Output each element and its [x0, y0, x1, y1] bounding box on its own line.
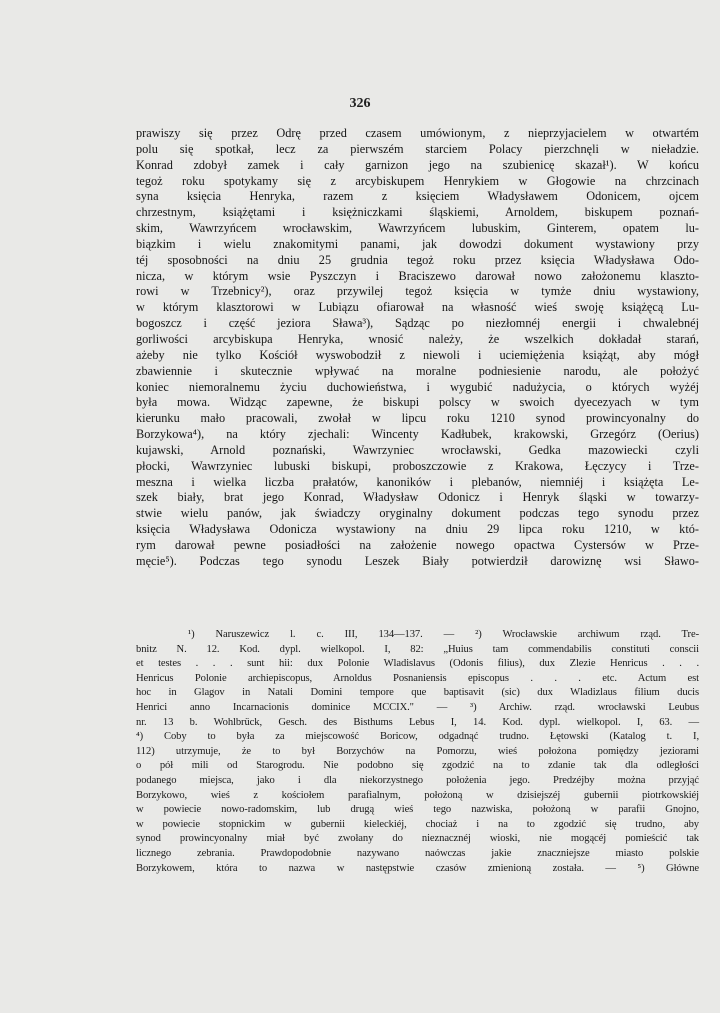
- footnote-line: Henrici anno Incarnacionis dominice MCCIX." — ³) Archiw. rząd. wrocławski Leubus: [136, 701, 699, 713]
- text-line: prawiszy się przez Odrę przed czasem umówionym, z nieprzyjacielem w otwartém: [136, 126, 699, 140]
- text-line: téj sposobności na dniu 25 grudnia tegoż roku przez księcia Władysława Odo-: [136, 252, 699, 267]
- footnote-line: 112) utrzymuje, że to był Borzychów na Pomorzu, wieś położona pomiędzy jeziorami: [136, 745, 699, 757]
- main-text: [136, 126, 699, 570]
- text-line: w którym klasztorowi w Lubiązu ofiarował na własność wieś swoję książęcą Lu-: [136, 300, 699, 315]
- text-line: meszna i wielka liczba prałatów, kanoników i plebanów, niemniéj i książęta Le-: [136, 474, 699, 489]
- text-line: polu się spotkał, lecz za pierwszém starciem Polacy pierzchnęli w nieładzie.: [136, 141, 699, 156]
- text-line: Borzykowa⁴), na który zjechali: Wincenty Kadłubek, krakowski, Grzegórz (Oerius): [136, 427, 699, 442]
- text-line: gorliwości arcybiskupa Henryka, wnosić należy, że wszelkich dokładał starań,: [136, 331, 699, 346]
- footnote-line: synod prowincyonalny miał być zwołany do nieznacznéj wioski, nie mogącéj pomieścić tak: [136, 833, 699, 845]
- text-line: rym darował pewne posiadłości na założenie nowego opactwa Cystersów w Prze-: [136, 537, 699, 552]
- footnote-line: w powiecie stopnickim w gubernii kieleckiéj, chociaż i na to zgodzić się trudno, aby: [136, 818, 699, 830]
- text-line: rowi w Trzebnicy²), oraz przywilej tegoż księcia w tymże dniu wystawiony,: [136, 284, 699, 299]
- text-line: kierunku mało pracowali, zwołał w lipcu roku 1210 synod prowincyonalny do: [136, 411, 699, 426]
- text-line: chrzestnym, książętami i księżniczkami śląskiemi, Arnoldem, biskupem poznań-: [136, 205, 699, 220]
- footnote-line: podanego miejsca, jako i dla niekorzystnego położenia jego. Predzéjby można przyjąć: [136, 774, 699, 786]
- text-line: biązkim i wielu znakomitymi panami, jak dowodzi dokument wystawiony przy: [136, 236, 699, 251]
- text-line: była mowa. Widząc zapewne, że biskupi polscy w swoich dyecezyach w tym: [136, 395, 699, 410]
- text-line: stwie wielu panów, jak świadczy oryginalny dokument podczas tego synodu przez: [136, 506, 699, 521]
- text-line: Konrad zdobył zamek i cały garnizon jego na szubienicę skazał¹). W końcu: [136, 157, 699, 172]
- footnote-line: hoc in Glagov in Natali Domini tempore que baptisavit (sic) dux Wladizlaus filium ducis: [136, 687, 699, 699]
- footnote-line: Borzykowo, wieś z kościołem parafialnym, położoną w dzisiejszéj gubernii piotrkowskiéj: [136, 789, 699, 801]
- footnote-line: et testes . . . sunt hii: dux Polonie Wladislavus (Odonis filius), dux Zlezie Henricus . . .: [136, 658, 699, 670]
- page-number: 326: [349, 96, 371, 111]
- text-line: szek biały, brat jego Konrad, Władysław Odonicz i Henryk śląski w towarzy-: [136, 490, 699, 505]
- footnote-line: o pół mili od Starogrodu. Nie podobno się zgodzić na to zdanie tak dla odległości: [136, 760, 699, 772]
- footnote-line: nr. 13 b. Wohlbrück, Gesch. des Bisthums Lebus I, 14. Kod. dypl. wielkopol. I, 63. —: [136, 716, 699, 728]
- footnote-line: licznego zebrania. Prawdopodobnie nazywano naówczas jakie znaczniejsze miasto polskie: [136, 847, 699, 859]
- footnote-line: bnitz N. 12. Kod. dypl. wielkopol. I, 82: „Huius tam commendabilis constituti conscii: [136, 643, 699, 655]
- text-line: płocki, Wawrzyniec lubuski biskupi, proboszczowie z Krakowa, Łęczycy i Trze-: [136, 458, 699, 473]
- text-line: księcia Władysława Odonicza wystawiony na dniu 29 lipca roku 1210, w któ-: [136, 522, 699, 537]
- text-line: syna księcia Henryka, razem z księciem Władysławem Odonicem, ojcem: [136, 189, 699, 204]
- text-line: koniec niemoralnemu życiu duchowieństwa, i wygubić nadużycia, o których wyżéj: [136, 379, 699, 394]
- text-line: kujawski, Arnold poznański, Wawrzyniec wrocławski, Gedka mazowiecki czyli: [136, 442, 699, 457]
- text-line: tegoż roku spotykamy się z arcybiskupem Henrykiem w Głogowie na chrzcinach: [136, 173, 699, 188]
- text-line: bogoszcz i część jeziora Sława³), Sądząc po niezłomnéj energii i chwalebnéj: [136, 316, 699, 331]
- footnote-line: Henricus Polonie archiepiscopus, Arnoldus Posnaniensis episcopus . . . etc. Actum est: [136, 672, 699, 684]
- footnote-line: ¹) Naruszewicz l. c. III, 134—137. — ²) Wrocławskie archiwum rząd. Tre-: [188, 629, 699, 640]
- footnote-line: ⁴) Coby to była za miejscowość Boricow, odgadnąć trudno. Łętowski (Katalog t. I,: [136, 731, 699, 743]
- footnotes: [136, 628, 699, 876]
- text-line: zbawiennie i skutecznie wpływać na moralne podniesienie narodu, ale położyć: [136, 363, 699, 378]
- text-line: nicza, w którym wsie Pyszczyn i Braciszewo darował nowo założonemu klaszto-: [136, 268, 699, 283]
- text-line: męcie⁵). Podczas tego synodu Leszek Biały potwierdził darowiznę wsi Sławo-: [136, 553, 699, 568]
- footnote-line: Borzykowem, która to nazwa w następstwie czasów zmienioną została. — ⁵) Główne: [136, 862, 699, 874]
- text-line: ażeby nie tylko Kościół wyswobodził z niewoli i uciemiężenia książąt, aby mógł: [136, 347, 699, 362]
- footnote-line: w powiecie nowo-radomskim, lub drugą wieś tego nazwiska, położoną w parafii Gnojno,: [136, 804, 699, 816]
- text-line: skim, Wawrzyńcem wrocławskim, Wawrzyńcem lubuskim, Ginterem, opatem lu-: [136, 221, 699, 236]
